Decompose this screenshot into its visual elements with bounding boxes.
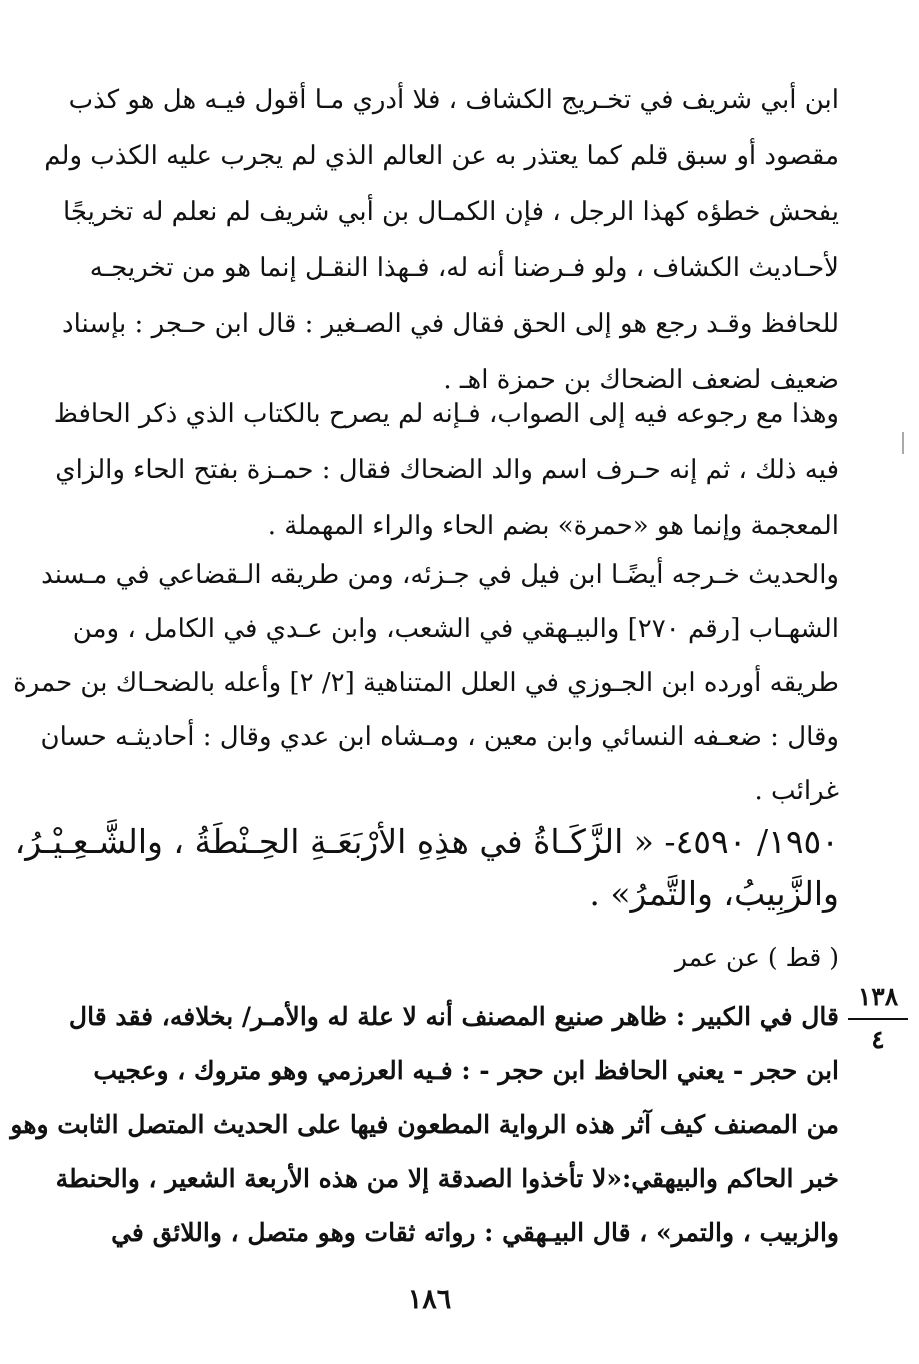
hadith-line: والزَّبِيبُ، والتَّمرُ» . xyxy=(589,874,839,913)
paragraph-commentary-1 xyxy=(44,72,839,408)
text-line: مقصود أو سبق قلم كما يعتذر به عن العالم الذي لم يجرب عليه الكذب ولم xyxy=(44,141,839,171)
page-number: ١٨٦ xyxy=(407,1284,452,1315)
text-line: لأحـاديث الكشاف ، ولو فـرضنا أنه له، فـهذا النقـل إنما هو من تخريجـه xyxy=(89,253,839,283)
text-line: خبر الحاكم والبيهقي:«لا تأخذوا الصدقة إلا من هذه الأربعة الشعير ، والحنطة xyxy=(55,1164,839,1193)
margin-reference-divider xyxy=(848,1018,908,1020)
text-line: ابن حجر - يعني الحافظ ابن حجر - : فـيه العرزمي وهو متروك ، وعجيب xyxy=(93,1056,839,1085)
margin-reference-top: ١٣٨ xyxy=(857,982,899,1011)
text-line: غرائب . xyxy=(754,776,839,806)
text-line: وقال : ضعـفه النسائي وابن معين ، ومـشاه ابن عدي وقال : أحاديثـه حسان xyxy=(40,722,839,752)
text-line: ضعيف لضعف الضحاك بن حمزة اهـ . xyxy=(443,365,839,395)
text-line: ابن أبي شريف في تخـريج الكشاف ، فلا أدري مـا أقول فيـه هل هو كذب xyxy=(68,85,839,115)
text-line: للحافظ وقـد رجع هو إلى الحق فقال في الصـغير : قال ابن حـجر : بإسناد xyxy=(62,309,839,339)
text-line: طريقه أورده ابن الجـوزي في العلل المتناهية [٢/ ٢] وأعله بالضحـاك بن حمرة xyxy=(13,668,839,698)
margin-reference xyxy=(848,978,908,1056)
paragraph-commentary-2 xyxy=(53,386,839,554)
text-line: الشهـاب [رقم ٢٧٠] والبيـهقي في الشعب، وابن عـدي في الكامل ، ومن xyxy=(72,614,839,644)
text-line: المعجمة وإنما هو «حمرة» بضم الحاء والراء المهملة . xyxy=(267,511,839,541)
scan-mark xyxy=(902,432,904,454)
text-line: من المصنف كيف آثر هذه الرواية المطعون فيها على الحديث المتصل الثابت وهو xyxy=(10,1110,839,1139)
text-line: والحديث خـرجه أيضًـا ابن فيل في جـزئه، ومن طريقه الـقضاعي في مـسند xyxy=(41,560,839,590)
hadith-source: ( قط ) عن عمر xyxy=(674,943,839,972)
margin-reference-bottom: ٤ xyxy=(871,1025,885,1054)
text-line: والزبيب ، والتمر» ، قال البيـهقي : رواته ثقات وهو متصل ، واللائق في xyxy=(111,1218,839,1247)
paragraph-commentary-4 xyxy=(10,990,839,1260)
text-line: وهذا مع رجوعه فيه إلى الصواب، فـإنه لم يصرح بالكتاب الذي ذكر الحافظ xyxy=(53,399,839,429)
text-line: فيه ذلك ، ثم إنه حـرف اسم والد الضحاك فقال : حمـزة بفتح الحاء والزاي xyxy=(55,455,839,485)
text-line: يفحش خطؤه كهذا الرجل ، فإن الكمـال بن أبي شريف لم نعلم له تخريجًا xyxy=(62,197,839,227)
hadith-text xyxy=(14,816,839,920)
hadith-line: ١٩٥٠/ ٤٥٩٠- « الزَّكَـاةُ في هذِهِ الأرْبَعَـةِ الحِـنْطَةُ ، والشَّـعِـيْـرُ، xyxy=(14,822,839,861)
text-line: قال في الكبير : ظاهر صنيع المصنف أنه لا علة له والأمـر/ بخلافه، فقد قال xyxy=(68,1002,839,1031)
paragraph-commentary-3 xyxy=(13,548,839,818)
